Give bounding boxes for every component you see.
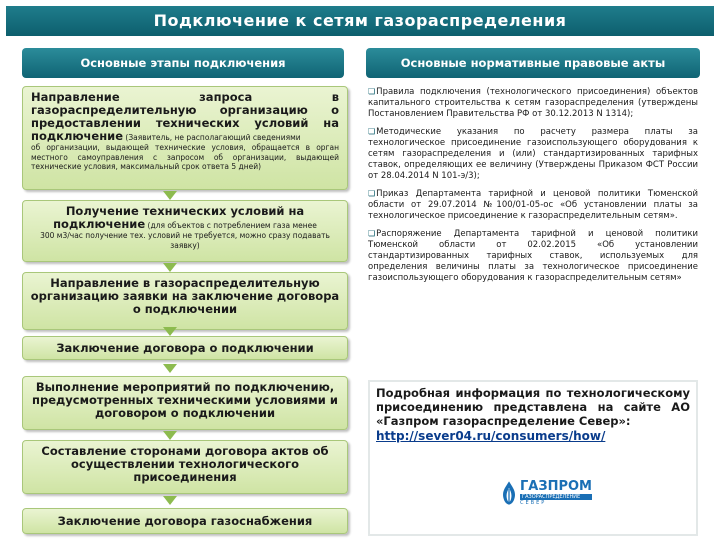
step1-line2: газораспределительную организацию о: [31, 103, 339, 117]
step1-last-word: подключение: [31, 129, 124, 143]
checkbox-bullet-icon: ❏: [368, 189, 376, 198]
list-item: ❏Приказ Департамента тарифной и ценовой политики Тюменской области от 29.07.2014 №100/01-05-ос «Об установлении платы за технологическое присоединение к газораспределительным сетям».: [368, 189, 698, 221]
list-item: ❏Методические указания по расчету размера платы за технологическое присоединение газоиспользующего оборудования к сетям газораспределения и (или) стандартизированных тарифных ставок, определяющих ее величину (Утверждены Приказом ФСТ России от 28.04.2014 N 101-э/3);: [368, 127, 698, 181]
arrow-down-icon: [163, 496, 177, 505]
step-request-conditions: [22, 86, 348, 190]
checkbox-bullet-icon: ❏: [368, 127, 376, 136]
step1-last-note: (Заявитель, не располагающий сведениями: [123, 133, 301, 142]
checkbox-bullet-icon: ❏: [368, 229, 376, 238]
website-link[interactable]: http://sever04.ru/consumers/how/: [376, 429, 606, 443]
acts-header: Основные нормативные правовые акты: [366, 48, 700, 78]
info-box: [368, 380, 698, 536]
flame-icon: [500, 473, 518, 513]
logo-name: ГАЗПРОМ: [520, 478, 592, 494]
logo-subtitle-2: СЕВЕР: [520, 499, 547, 506]
list-item: ❏Распоряжение Департамента тарифной и ценовой политики Тюменской области от 02.02.2015 «Об установлении стандартизированных тарифных ставок, используемых для определения величины платы за технологическое присоединение газоиспользующего оборудования к газораспределительным сетям»: [368, 229, 698, 283]
step-sign-contract: [22, 336, 348, 360]
step1-line4: [31, 130, 339, 143]
info-text: Подробная информация по технологическому присоединению представлена на сайте АО «Газпром газораспределение Север»:: [376, 386, 690, 428]
step2-inline-note: (для объектов с потреблением газа менее: [145, 221, 317, 230]
stages-header: Основные этапы подключения: [22, 48, 344, 78]
step2-title-line2: [29, 218, 341, 231]
step2-title: Получение технических условий на: [65, 204, 305, 218]
gazprom-logo: [500, 470, 592, 516]
arrow-down-icon: [163, 364, 177, 373]
page-title: Подключение к сетям газораспределения: [6, 6, 714, 36]
step2-note: 300 м3/час получение тех. условий не требуется, можно сразу подавать заявку): [40, 231, 330, 250]
step1-line3: предоставлении технических условий на: [31, 116, 339, 130]
step5-title: Выполнение мероприятий по подключению, предусмотренных техническими условиями и договором о подключении: [32, 380, 338, 420]
checkbox-bullet-icon: ❏: [368, 87, 376, 96]
arrow-down-icon: [163, 431, 177, 440]
arrow-down-icon: [163, 263, 177, 272]
list-item: ❏Правила подключения (технологического присоединения) объектов капитального строительства к сетям газораспределения (утверждены Постановлением Правительства РФ от 30.12.2013 N 1314);: [368, 87, 698, 119]
step1-line1: Направление запроса в: [31, 90, 339, 104]
step-acts: [22, 440, 348, 494]
step-perform-works: [22, 376, 348, 430]
acts-list: [368, 86, 698, 290]
step-send-application: [22, 272, 348, 330]
step-supply-contract: [22, 508, 348, 534]
arrow-down-icon: [163, 327, 177, 336]
step6-title: Составление сторонами договора актов об осуществлении технологического присоединения: [41, 444, 329, 484]
logo-text: [520, 480, 592, 507]
logo-subtitle: ГАЗОРАСПРЕДЕЛЕНИЕ: [520, 494, 592, 500]
step-get-conditions: [22, 200, 348, 262]
step1-note: об организации, выдающей технические условия, обращается в орган местного самоуправления с запросом об организации, выдающей технические условия, максимальный срок ответа 5 дней): [31, 143, 339, 171]
step4-title: Заключение договора о подключении: [56, 341, 314, 355]
step3-title: Направление в газораспределительную организацию заявки на заключение договора о подключении: [30, 276, 340, 316]
step2-title2: подключение: [53, 217, 146, 231]
arrow-down-icon: [163, 191, 177, 200]
step7-title: Заключение договора газоснабжения: [57, 514, 313, 528]
